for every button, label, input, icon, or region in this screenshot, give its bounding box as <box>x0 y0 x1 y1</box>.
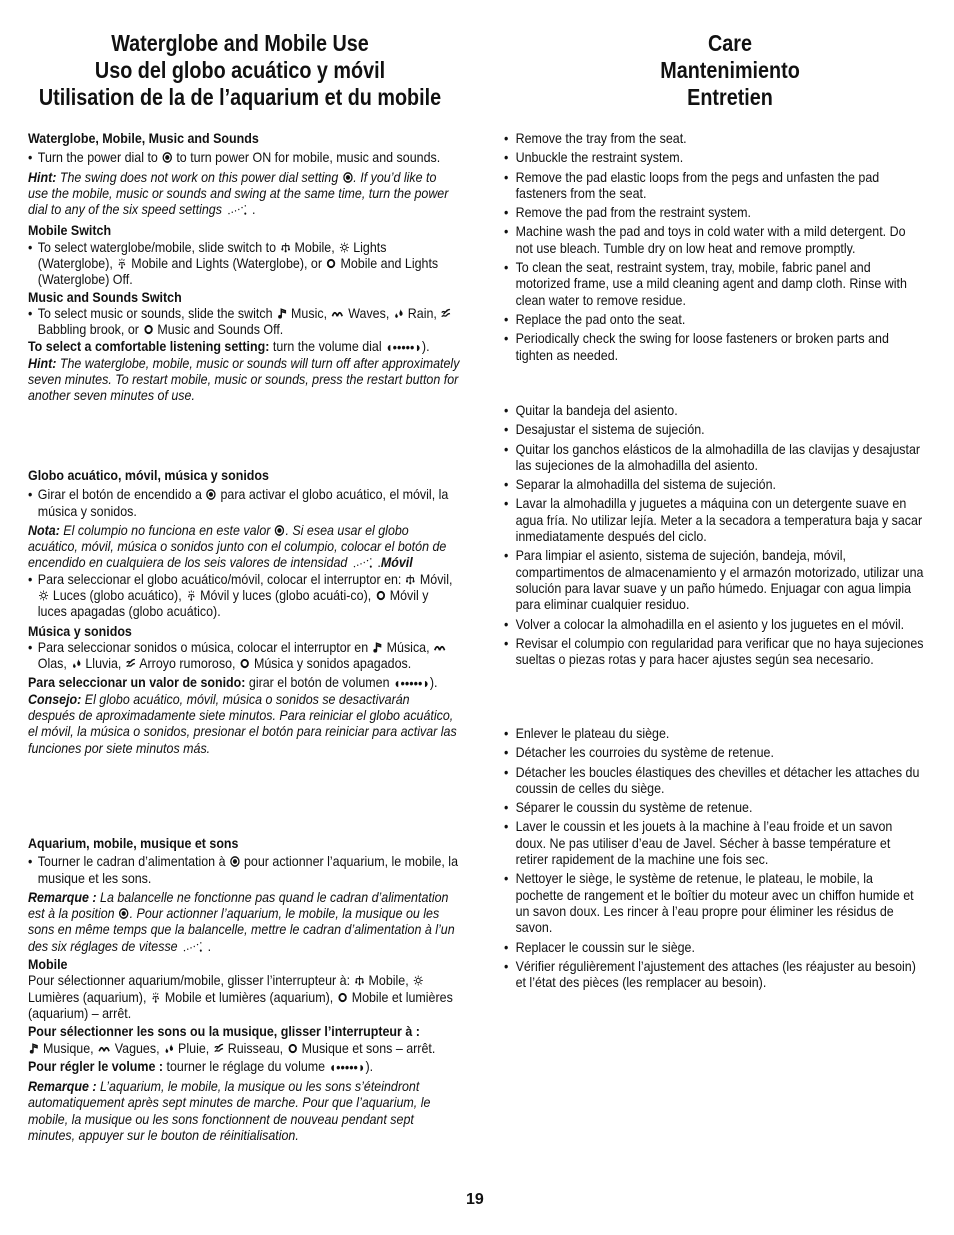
title-right <box>584 30 876 111</box>
waves-icon <box>434 642 446 653</box>
power-icon <box>275 525 285 536</box>
heading-fr-mobile: Mobile <box>28 956 68 973</box>
title-left <box>34 30 447 111</box>
page-number: 19 <box>466 1191 484 1208</box>
rain-icon <box>394 308 404 319</box>
music-icon <box>29 1043 39 1054</box>
list-item: • Quitar la bandeja del asiento. <box>504 402 924 418</box>
volume-icon: ◖•••••◗ <box>392 674 430 691</box>
list-item: • Volver a colocar la almohadilla en el asiento y los juguetes en el móvil. <box>504 616 924 632</box>
list-item: • Enlever le plateau du siège. <box>504 725 924 741</box>
off-icon <box>326 258 336 269</box>
speed-settings-icon <box>182 941 203 952</box>
list-item: • Laver le coussin et les jouets à la machine à l’eau froide et un savon doux. Ne pas utiliser d’eau de Javel. Sécher à basse température et retirer rapidement de la machine une fois sec. <box>504 818 924 867</box>
list-item: • Nettoyer le siège, le système de retenue, le plateau, le mobile, la pochette de rangement et le boîtier du moteur avec un chiffon humide et un savon doux. Les rincer à l’eau propre pour éliminer les résidus de savon. <box>504 870 924 935</box>
volume-en: To select a comfortable listening setting: turn the volume dial ◖•••••◗). <box>28 337 430 355</box>
remarque-fr-1: Remarque : La balancelle ne fonctionne pas quand le cadran d’alimentation est à la position . Pour actionner l’aquarium, le mobile, la musique ou les sons en même temps que la balancelle, mettre le cadran d’alimentation à l’un des six réglages de vitesse . <box>28 888 455 954</box>
mobile-light-icon <box>117 258 127 269</box>
care-es-list <box>504 402 924 667</box>
list-item: • Turn the power dial to to turn power ON for mobile, music and sounds. <box>28 149 460 165</box>
hint-en-1: Hint: The swing does not work on this power dial setting . If you’d like to use the mobile, music or sounds and swing at the same time, turn the power dial to any of the six speed settings . <box>28 168 449 218</box>
off-icon <box>376 590 386 601</box>
heading-es-music: Música y sonidos <box>28 622 132 639</box>
power-icon <box>343 172 353 183</box>
list-item: • Séparer le coussin du système de retenue. <box>504 799 924 815</box>
power-icon <box>119 908 129 919</box>
list-item: • Détacher les boucles élastiques des chevilles et détacher les attaches du coussin de celles du siège. <box>504 764 924 797</box>
list-item: • Vérifier régulièrement l’ajustement des attaches (les réajuster au besoin) et l’état des pièces (les remplacer au besoin). <box>504 958 924 991</box>
music-icon <box>277 308 287 319</box>
list-item: • To select music or sounds, slide the switch Music, Waves, Rain, Babbling brook, or Music and Sounds Off. <box>28 305 460 338</box>
brook-icon <box>214 1043 224 1054</box>
volume-icon: ◖•••••◗ <box>385 338 422 355</box>
list-item: • Periodically check the swing for loose fasteners or broken parts and tighten as needed. <box>504 330 924 363</box>
off-icon <box>143 324 153 335</box>
hint-en-2: Hint: The waterglobe, mobile, music or sounds will turn off after approximately seven minutes. To restart mobile, music or sounds, press the restart button for another seven minutes of use. <box>28 354 460 404</box>
title-left-es: Uso del globo acuático y móvil <box>94 57 386 83</box>
mobile-light-icon <box>186 590 196 601</box>
power-icon <box>230 856 240 867</box>
nota-es: Nota: El columpio no funciona en este valor . Si esea usar el globo acuático, móvil, música o sonidos junto con el columpio, colocar el botón de encendido en cualquiera de los seis valores de intensidad .Móvil <box>28 521 447 571</box>
light-icon <box>39 590 49 601</box>
power-icon <box>162 152 172 163</box>
heading-en-music: Music and Sounds Switch <box>28 288 182 305</box>
remarque-fr-2: Remarque : L’aquarium, le mobile, la musique ou les sons s’éteindront automatiquement après sept minutes de marche. Pour que l’aquarium, le mobile, la musique ou les sons fonctionnent de nouveau pendant sept minutes, appuyer sur le bouton de réinitialisation. <box>28 1078 431 1144</box>
waves-icon <box>331 308 343 319</box>
section-en <box>28 130 460 404</box>
light-icon <box>339 242 349 253</box>
list-item: • To select waterglobe/mobile, slide switch to Mobile, Lights (Waterglobe), Mobile and Lights (Waterglobe), or Mobile and Lights (Waterglobe) Off. <box>28 239 460 288</box>
list-item: • Quitar los ganchos elásticos de la almohadilla de las clavijas y desajustar las sujeciones de la almohadilla del asiento. <box>504 441 924 474</box>
heading-fr-music: Pour sélectionner les sons ou la musique, glisser l’interrupteur à : <box>28 1023 420 1040</box>
list-item: • Remove the pad from the restraint system. <box>504 204 924 220</box>
list-item: • Remove the tray from the seat. <box>504 130 924 146</box>
rain-icon <box>71 658 81 669</box>
music-fr: Musique, Vagues, Pluie, Ruisseau, Musique et sons – arrêt. <box>28 1040 460 1056</box>
brook-icon <box>126 658 136 669</box>
light-icon <box>413 975 423 986</box>
music-icon <box>372 642 382 653</box>
mobile-icon <box>280 242 290 253</box>
list-item: • Para seleccionar el globo acuático/móvil, colocar el interruptor en: Móvil, Luces (globo acuático), Móvil y luces (globo acuáti-co), Móvil y luces apagadas (globo acuático). <box>28 571 460 620</box>
rain-icon <box>164 1043 174 1054</box>
list-item: • Desajustar el sistema de sujeción. <box>504 421 924 437</box>
list-item: • Détacher les courroies du système de retenue. <box>504 744 924 760</box>
volume-fr: Pour régler le volume : tourner le réglage du volume ◖•••••◗). <box>28 1057 374 1075</box>
heading-es-main: Globo acuático, móvil, música y sonidos <box>28 467 269 483</box>
heading-en-main: Waterglobe, Mobile, Music and Sounds <box>28 130 259 146</box>
mobile-light-icon <box>151 992 161 1003</box>
list-item: • Replacer le coussin sur le siège. <box>504 939 924 955</box>
list-item: • Replace the pad onto the seat. <box>504 311 924 327</box>
off-icon <box>240 658 250 669</box>
consejo-es: Consejo: El globo acuático, móvil, música o sonidos se desactivarán después de aproximadamente siete minutos. Para reiniciar el globo acuático, el móvil, la música o sonidos, presionar el botón para reiniciar para activar las funciones por siete minutos más. <box>28 690 457 756</box>
list-item: • To clean the seat, restraint system, tray, mobile, fabric panel and motorized frame, use a mild cleaning agent and damp cloth. Rinse with clean water to remove residue. <box>504 259 924 308</box>
heading-es-mobile: Móvil <box>380 554 413 571</box>
list-item: • Tourner le cadran d’alimentation à pour actionner l’aquarium, le mobile, la musique et les sons. <box>28 853 460 886</box>
section-es <box>28 467 460 756</box>
title-right-es: Mantenimiento <box>660 57 800 83</box>
care-en-list <box>504 130 924 363</box>
off-icon <box>288 1043 298 1054</box>
care-fr-list <box>504 725 924 990</box>
heading-en-mobile: Mobile Switch <box>28 222 112 239</box>
list-item: • Unbuckle the restraint system. <box>504 149 924 165</box>
list-item: • Para seleccionar sonidos o música, colocar el interruptor en Música, Olas, Lluvia, Arroyo rumoroso, Música y sonidos apagados. <box>28 639 460 672</box>
speed-settings-icon <box>352 557 373 568</box>
brook-icon <box>441 308 451 319</box>
waves-icon <box>98 1043 110 1054</box>
list-item: • Machine wash the pad and toys in cold water with a mild detergent. Do not use bleach. Tumble dry on low heat and remove promptly. <box>504 223 924 256</box>
title-left-en: Waterglobe and Mobile Use <box>111 30 369 56</box>
title-right-fr: Entretien <box>687 84 773 110</box>
list-item: • Para limpiar el asiento, sistema de sujeción, bandeja, móvil, compartimentos de almacenamiento y el armazón motorizado, utilizar una solución para lavar suave y un paño húmedo. Enjuagar con agua limpia para eliminar cualquier residuo. <box>504 547 924 612</box>
list-item: • Lavar la almohadilla y juguetes a máquina con un detergente suave en agua fría. No utilizar lejía. Meter a la secadora a temperatura baja y sacar inmediatamente después del ciclo. <box>504 495 924 544</box>
list-item: • Girar el botón de encendido a para activar el globo acuático, el móvil, la música y sonidos. <box>28 486 460 519</box>
off-icon <box>338 992 348 1003</box>
volume-icon: ◖•••••◗ <box>328 1058 366 1075</box>
speed-settings-icon <box>226 204 247 215</box>
power-icon <box>206 489 216 500</box>
heading-fr-main: Aquarium, mobile, musique et sons <box>28 835 239 851</box>
list-item: • Revisar el columpio con regularidad para verificar que no haya sujeciones sueltas o piezas rotas y para hacer ajustes según sea necesario. <box>504 635 924 668</box>
mobile-icon <box>354 975 364 986</box>
volume-es: Para seleccionar un valor de sonido: girar el botón de volumen ◖•••••◗). <box>28 673 438 691</box>
list-item: • Separar la almohadilla del sistema de sujeción. <box>504 476 924 492</box>
list-item: • Remove the pad elastic loops from the pegs and unfasten the pad fasteners from the seat. <box>504 169 924 202</box>
title-left-fr: Utilisation de la de l’aquarium et du mobile <box>38 84 442 110</box>
mobile-icon <box>406 574 416 585</box>
section-fr <box>28 835 460 1143</box>
mobile-fr: Pour sélectionner aquarium/mobile, glisser l’interrupteur à: Mobile, Lumières (aquarium), Mobile et lumières (aquarium), Mobile et lumières (aquarium) – arrêt. <box>28 972 453 1021</box>
title-right-en: Care <box>708 30 752 56</box>
